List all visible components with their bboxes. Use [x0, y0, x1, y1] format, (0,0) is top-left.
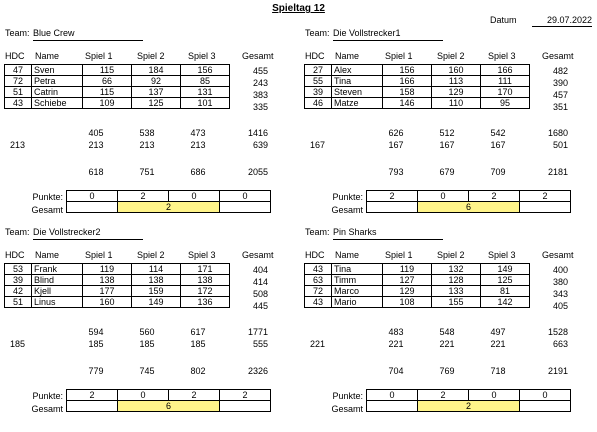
player-spiel2: 129	[432, 87, 481, 98]
header-spiel3: Spiel 3	[488, 250, 516, 260]
player-hdc: 53	[5, 264, 32, 275]
points-table	[366, 190, 571, 213]
players-table	[304, 64, 530, 109]
players-table	[4, 263, 230, 308]
player-gesamt: 383	[252, 90, 268, 100]
player-spiel1: 127	[383, 275, 432, 286]
header-spiel1: Spiel 1	[385, 250, 413, 260]
player-name: Tina	[332, 76, 383, 87]
total-gesamt: 2181	[547, 167, 568, 177]
hdc-total: 185	[10, 339, 26, 349]
player-gesamt: 414	[252, 277, 268, 287]
player-spiel3: 149	[481, 264, 530, 275]
player-row	[5, 275, 230, 286]
team-label: Team:	[5, 28, 30, 38]
scratch-gesamt: 1416	[247, 128, 268, 138]
points-table	[66, 190, 271, 213]
hdc_row-s3: 213	[190, 140, 206, 150]
player-spiel3: 156	[181, 65, 230, 76]
team-block-2	[300, 28, 590, 233]
total-gesamt: 2326	[247, 366, 268, 376]
hdc_row-s1: 213	[88, 140, 104, 150]
header-hdc: HDC	[5, 250, 25, 260]
team-label: Team:	[305, 28, 330, 38]
player-spiel2: 160	[432, 65, 481, 76]
header-name: Name	[35, 250, 60, 260]
player-hdc: 39	[5, 275, 32, 286]
header-hdc: HDC	[5, 51, 25, 61]
player-row	[5, 87, 230, 98]
points-cell: 2	[67, 390, 118, 401]
page-title: Spieltag 12	[272, 3, 325, 14]
points-gesamt-label: Gesamt	[31, 404, 63, 414]
player-spiel1: 109	[83, 98, 132, 109]
player-spiel2: 113	[432, 76, 481, 87]
player-spiel2: 138	[132, 275, 181, 286]
total-s2: 745	[139, 366, 155, 376]
scratch-s1: 626	[388, 128, 404, 138]
points-cell: 0	[118, 390, 169, 401]
player-hdc: 51	[5, 297, 32, 308]
player-gesamt: 351	[552, 102, 568, 112]
hdc_row-s2: 221	[439, 339, 455, 349]
scratch-gesamt: 1680	[547, 128, 568, 138]
hdc_row-s1: 185	[88, 339, 104, 349]
player-spiel3: 172	[181, 286, 230, 297]
player-name: Tina	[332, 264, 383, 275]
player-row	[305, 286, 530, 297]
points-table	[366, 389, 571, 412]
hdc-total: 213	[10, 140, 26, 150]
player-hdc: 72	[305, 286, 332, 297]
datum-value: 29.07.2022	[532, 15, 592, 27]
points-total: 2	[118, 202, 220, 213]
points-label: Punkte:	[32, 391, 63, 401]
player-hdc: 43	[305, 297, 332, 308]
player-row	[305, 65, 530, 76]
header-name: Name	[35, 51, 60, 61]
header-spiel3: Spiel 3	[188, 250, 216, 260]
team-name: Die Vollstrecker2	[33, 227, 143, 240]
scratch-s3: 617	[190, 327, 206, 337]
header-spiel2: Spiel 2	[437, 51, 465, 61]
team-name: Pin Sharks	[333, 227, 443, 240]
total-s3: 718	[490, 366, 506, 376]
total-s2: 751	[139, 167, 155, 177]
player-row	[5, 264, 230, 275]
total-gesamt: 2191	[547, 366, 568, 376]
player-spiel1: 66	[83, 76, 132, 87]
player-gesamt: 390	[552, 78, 568, 88]
team-block-3	[0, 227, 290, 432]
player-spiel1: 129	[383, 286, 432, 297]
player-row	[305, 264, 530, 275]
header-spiel2: Spiel 2	[137, 51, 165, 61]
player-name: Catrin	[32, 87, 83, 98]
player-name: Matze	[332, 98, 383, 109]
player-spiel2: 110	[432, 98, 481, 109]
points-cell: 2	[169, 390, 220, 401]
points-gesamt-label: Gesamt	[331, 404, 363, 414]
datum-label: Datum	[490, 15, 517, 25]
hdc_row-gesamt: 501	[552, 140, 568, 150]
hdc_row-s1: 221	[388, 339, 404, 349]
player-name: Petra	[32, 76, 83, 87]
player-spiel2: 155	[432, 297, 481, 308]
player-spiel3: 81	[481, 286, 530, 297]
player-spiel2: 159	[132, 286, 181, 297]
hdc_row-s3: 167	[490, 140, 506, 150]
players-table	[4, 64, 230, 109]
player-spiel3: 131	[181, 87, 230, 98]
player-row	[5, 286, 230, 297]
player-name: Schiebe	[32, 98, 83, 109]
player-spiel3: 171	[181, 264, 230, 275]
points-cell: 0	[169, 191, 220, 202]
player-gesamt: 482	[552, 66, 568, 76]
player-row	[5, 76, 230, 87]
player-name: Mario	[332, 297, 383, 308]
points-cell: 2	[367, 191, 418, 202]
points-total: 2	[418, 401, 520, 412]
player-spiel2: 114	[132, 264, 181, 275]
player-row	[305, 297, 530, 308]
header-spiel2: Spiel 2	[137, 250, 165, 260]
hdc-total: 221	[310, 339, 326, 349]
player-hdc: 39	[305, 87, 332, 98]
player-spiel1: 138	[83, 275, 132, 286]
player-name: Alex	[332, 65, 383, 76]
header-spiel3: Spiel 3	[488, 51, 516, 61]
player-name: Frank	[32, 264, 83, 275]
player-spiel3: 142	[481, 297, 530, 308]
player-spiel2: 132	[432, 264, 481, 275]
player-hdc: 72	[5, 76, 32, 87]
hdc_row-s2: 185	[139, 339, 155, 349]
player-spiel1: 119	[383, 264, 432, 275]
scratch-s1: 483	[388, 327, 404, 337]
total-s1: 618	[88, 167, 104, 177]
points-table	[66, 389, 271, 412]
player-spiel2: 125	[132, 98, 181, 109]
player-hdc: 46	[305, 98, 332, 109]
points-cell: 2	[418, 390, 469, 401]
points-label: Punkte:	[32, 192, 63, 202]
total-s2: 679	[439, 167, 455, 177]
header-name: Name	[335, 51, 360, 61]
header-gesamt: Gesamt	[242, 51, 274, 61]
player-gesamt: 400	[552, 265, 568, 275]
total-s1: 779	[88, 366, 104, 376]
player-hdc: 55	[305, 76, 332, 87]
player-row	[305, 76, 530, 87]
header-spiel3: Spiel 3	[188, 51, 216, 61]
scratch-gesamt: 1771	[247, 327, 268, 337]
header-spiel2: Spiel 2	[437, 250, 465, 260]
total-s3: 709	[490, 167, 506, 177]
player-spiel3: 138	[181, 275, 230, 286]
team-name: Blue Crew	[33, 28, 143, 41]
scratch-s3: 497	[490, 327, 506, 337]
hdc_row-s2: 213	[139, 140, 155, 150]
player-name: Kjell	[32, 286, 83, 297]
player-name: Linus	[32, 297, 83, 308]
player-spiel2: 92	[132, 76, 181, 87]
player-hdc: 43	[305, 264, 332, 275]
player-spiel1: 160	[83, 297, 132, 308]
player-row	[5, 98, 230, 109]
points-cell: 0	[67, 191, 118, 202]
scratch-s2: 560	[139, 327, 155, 337]
scratch-s2: 538	[139, 128, 155, 138]
player-spiel1: 119	[83, 264, 132, 275]
player-spiel2: 149	[132, 297, 181, 308]
hdc_row-gesamt: 639	[252, 140, 268, 150]
total-s3: 802	[190, 366, 206, 376]
scratch-s2: 512	[439, 128, 455, 138]
points-total: 6	[418, 202, 520, 213]
player-row	[305, 275, 530, 286]
points-cell: 2	[520, 191, 571, 202]
header-hdc: HDC	[305, 250, 325, 260]
hdc_row-s1: 167	[388, 140, 404, 150]
player-name: Sven	[32, 65, 83, 76]
hdc_row-s2: 167	[439, 140, 455, 150]
team-block-4	[300, 227, 590, 432]
player-spiel1: 115	[83, 87, 132, 98]
player-gesamt: 508	[252, 289, 268, 299]
points-cell: 2	[118, 191, 169, 202]
scratch-s3: 473	[190, 128, 206, 138]
player-spiel1: 108	[383, 297, 432, 308]
scratch-s2: 548	[439, 327, 455, 337]
header-name: Name	[335, 250, 360, 260]
player-spiel3: 111	[481, 76, 530, 87]
points-gesamt-label: Gesamt	[31, 205, 63, 215]
scratch-s1: 405	[88, 128, 104, 138]
player-spiel1: 115	[83, 65, 132, 76]
team-block-1	[0, 28, 290, 233]
player-spiel1: 158	[383, 87, 432, 98]
player-spiel3: 170	[481, 87, 530, 98]
total-s1: 793	[388, 167, 404, 177]
player-spiel2: 133	[432, 286, 481, 297]
player-spiel1: 146	[383, 98, 432, 109]
scratch-s1: 594	[88, 327, 104, 337]
player-row	[305, 98, 530, 109]
points-gesamt-label: Gesamt	[331, 205, 363, 215]
scratch-s3: 542	[490, 128, 506, 138]
scratch-gesamt: 1528	[547, 327, 568, 337]
player-spiel2: 137	[132, 87, 181, 98]
players-table	[304, 263, 530, 308]
player-gesamt: 404	[252, 265, 268, 275]
header-spiel1: Spiel 1	[85, 51, 113, 61]
player-gesamt: 243	[252, 78, 268, 88]
points-cell: 0	[520, 390, 571, 401]
header-gesamt: Gesamt	[542, 250, 574, 260]
points-cell: 2	[220, 390, 271, 401]
player-spiel1: 177	[83, 286, 132, 297]
total-s1: 704	[388, 366, 404, 376]
player-spiel1: 156	[383, 65, 432, 76]
points-cell: 0	[418, 191, 469, 202]
points-cell: 0	[469, 390, 520, 401]
player-name: Blind	[32, 275, 83, 286]
total-s2: 769	[439, 366, 455, 376]
hdc-total: 167	[310, 140, 326, 150]
player-row	[5, 65, 230, 76]
hdc_row-s3: 221	[490, 339, 506, 349]
team-label: Team:	[305, 227, 330, 237]
points-cell: 0	[367, 390, 418, 401]
player-gesamt: 335	[252, 102, 268, 112]
header-hdc: HDC	[305, 51, 325, 61]
player-spiel2: 184	[132, 65, 181, 76]
player-row	[5, 297, 230, 308]
player-spiel1: 166	[383, 76, 432, 87]
player-gesamt: 445	[252, 301, 268, 311]
player-spiel3: 85	[181, 76, 230, 87]
player-gesamt: 380	[552, 277, 568, 287]
points-cell: 0	[220, 191, 271, 202]
player-spiel3: 95	[481, 98, 530, 109]
header-spiel1: Spiel 1	[385, 51, 413, 61]
player-gesamt: 457	[552, 90, 568, 100]
team-name: Die Vollstrecker1	[333, 28, 443, 41]
player-hdc: 27	[305, 65, 332, 76]
player-name: Steven	[332, 87, 383, 98]
player-gesamt: 405	[552, 301, 568, 311]
total-s3: 686	[190, 167, 206, 177]
player-gesamt: 343	[552, 289, 568, 299]
header-gesamt: Gesamt	[242, 250, 274, 260]
team-label: Team:	[5, 227, 30, 237]
points-label: Punkte:	[332, 391, 363, 401]
player-gesamt: 455	[252, 66, 268, 76]
player-name: Marco	[332, 286, 383, 297]
header-spiel1: Spiel 1	[85, 250, 113, 260]
header-gesamt: Gesamt	[542, 51, 574, 61]
player-hdc: 47	[5, 65, 32, 76]
player-hdc: 43	[5, 98, 32, 109]
player-row	[305, 87, 530, 98]
player-spiel3: 101	[181, 98, 230, 109]
hdc_row-gesamt: 555	[252, 339, 268, 349]
points-label: Punkte:	[332, 192, 363, 202]
player-spiel2: 128	[432, 275, 481, 286]
hdc_row-gesamt: 663	[552, 339, 568, 349]
player-spiel3: 125	[481, 275, 530, 286]
hdc_row-s3: 185	[190, 339, 206, 349]
player-name: Timm	[332, 275, 383, 286]
player-spiel3: 166	[481, 65, 530, 76]
player-hdc: 63	[305, 275, 332, 286]
total-gesamt: 2055	[247, 167, 268, 177]
points-total: 6	[118, 401, 220, 412]
player-hdc: 42	[5, 286, 32, 297]
points-cell: 2	[469, 191, 520, 202]
player-hdc: 51	[5, 87, 32, 98]
player-spiel3: 136	[181, 297, 230, 308]
